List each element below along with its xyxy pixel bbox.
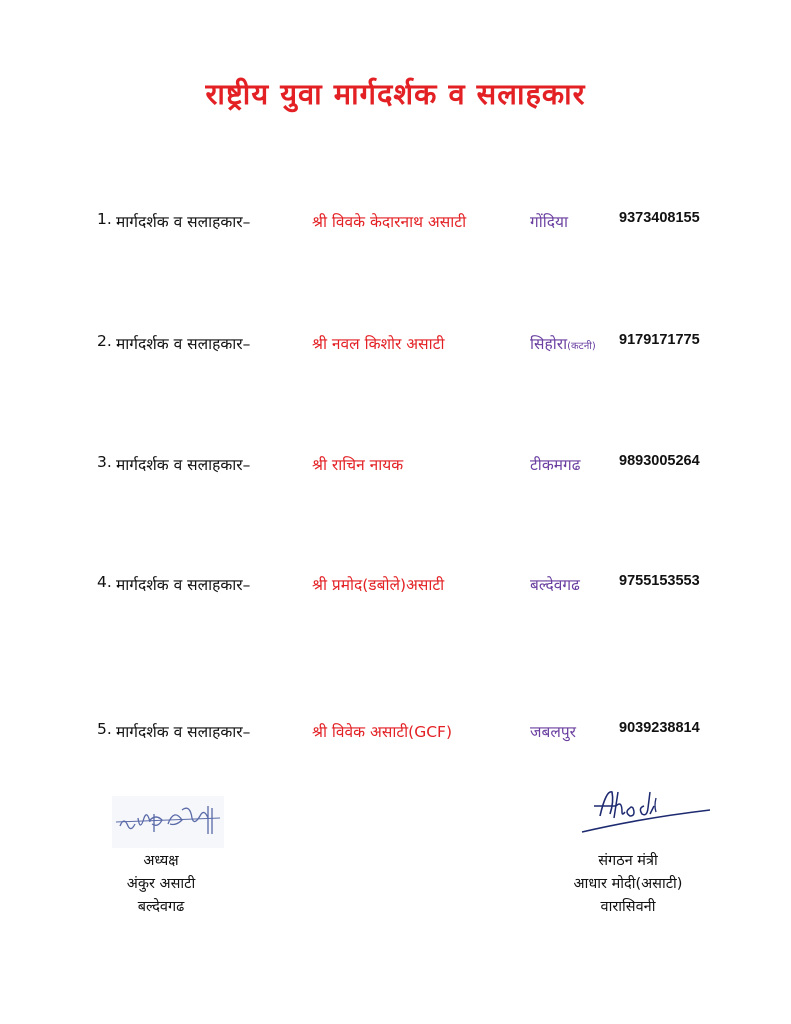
organizer-block xyxy=(548,850,708,919)
entry-name: श्री विवके केदारनाथ असाटी xyxy=(312,213,467,231)
entry-name: श्री विवेक असाटी(GCF) xyxy=(312,723,453,741)
entry-row-2 xyxy=(0,332,791,362)
entry-phone: 9039238814 xyxy=(619,720,700,736)
entry-phone: 9179171775 xyxy=(619,332,700,348)
entry-place-district: (कटनी) xyxy=(567,341,596,352)
organizer-designation: संगठन मंत्री xyxy=(598,853,658,869)
entry-number: 3. xyxy=(97,453,112,471)
president-name: अंकुर असाटी xyxy=(126,876,196,892)
entry-phone: 9893005264 xyxy=(619,453,700,469)
entry-place: गोंदिया xyxy=(530,213,568,231)
president-block xyxy=(96,850,226,919)
entry-number: 5. xyxy=(97,720,112,738)
entry-place: सिहोरा(कटनी) xyxy=(530,335,596,353)
organizer-location: वारासिवनी xyxy=(600,899,656,915)
president-location: बल्देवगढ xyxy=(137,899,185,915)
entry-row-1 xyxy=(0,210,791,240)
entry-number: 2. xyxy=(97,332,112,350)
entry-place: जबलपुर xyxy=(530,723,577,741)
entry-place: बल्देवगढ xyxy=(530,576,580,594)
entry-row-5 xyxy=(0,720,791,750)
organizer-name: आधार मोदी(असाटी) xyxy=(573,876,683,892)
entry-name: श्री नवल किशोर असाटी xyxy=(312,335,445,353)
entry-role: मार्गदर्शक व सलाहकार– xyxy=(116,456,251,474)
entry-phone: 9373408155 xyxy=(619,210,700,226)
page-title: राष्ट्रीय युवा मार्गदर्शक व सलाहकार xyxy=(205,77,586,111)
entry-place: टीकमगढ xyxy=(530,456,581,474)
entry-role: मार्गदर्शक व सलाहकार– xyxy=(116,576,251,594)
entry-phone: 9755153553 xyxy=(619,573,700,589)
entry-role: मार्गदर्शक व सलाहकार– xyxy=(116,335,251,353)
organizer-signature xyxy=(578,784,712,836)
entry-name: श्री राचिन नायक xyxy=(312,456,404,474)
entry-role: मार्गदर्शक व सलाहकार– xyxy=(116,213,251,231)
entry-row-4 xyxy=(0,573,791,603)
entry-role: मार्गदर्शक व सलाहकार– xyxy=(116,723,251,741)
entry-name: श्री प्रमोद(डबोले)असाटी xyxy=(312,576,445,594)
entry-number: 4. xyxy=(97,573,112,591)
president-signature xyxy=(112,796,224,848)
president-designation: अध्यक्ष xyxy=(143,853,179,869)
entry-number: 1. xyxy=(97,210,112,228)
entry-row-3 xyxy=(0,453,791,483)
